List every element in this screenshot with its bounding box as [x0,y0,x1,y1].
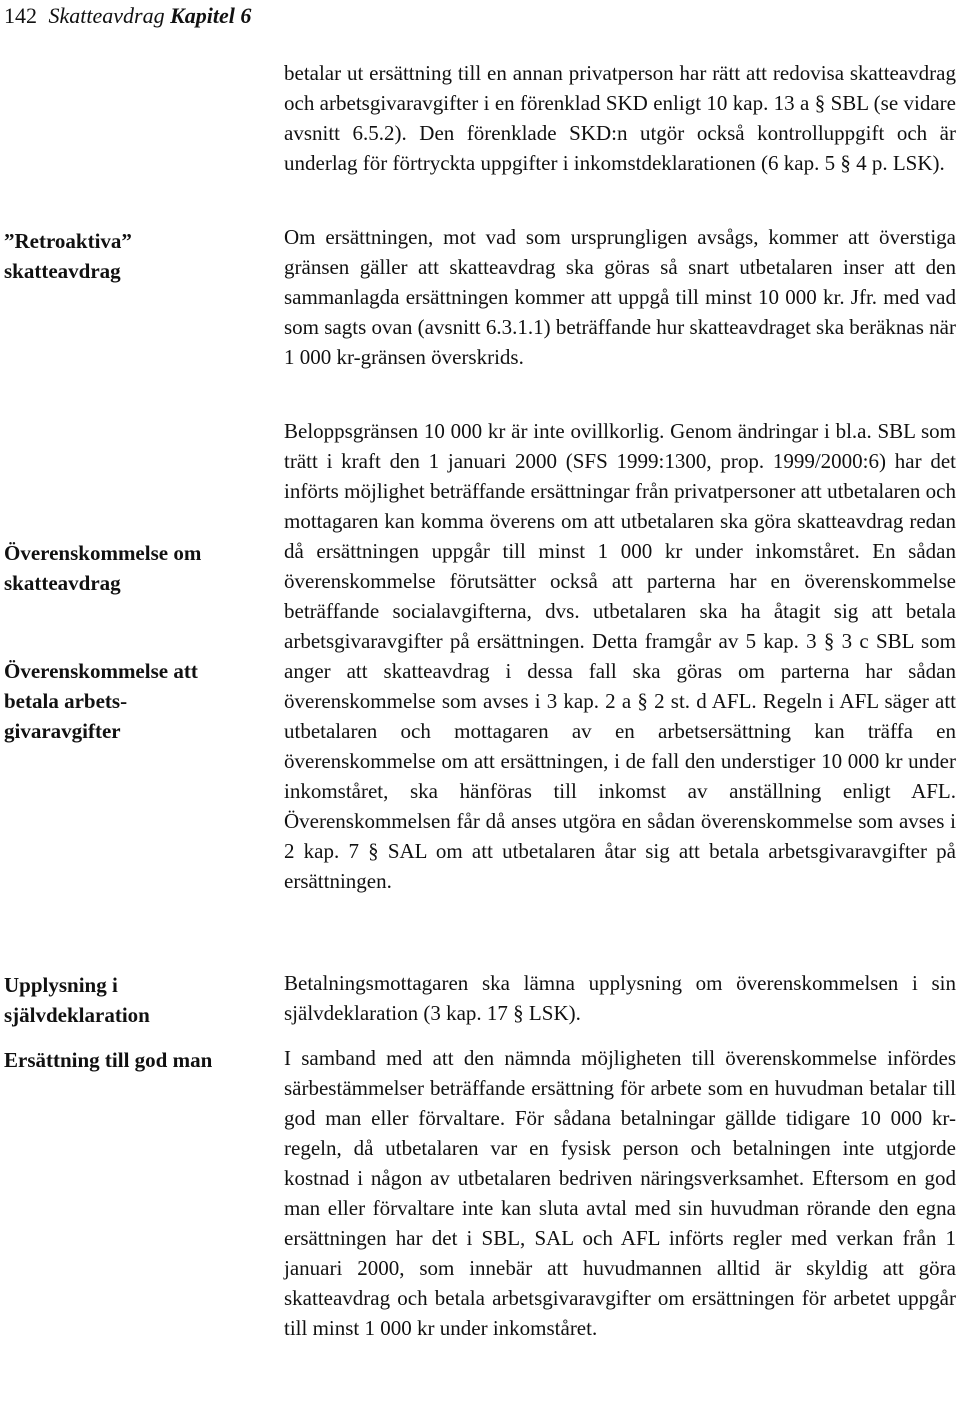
paragraph-5: I samband med att den nämnda möjligheten till överenskommelse infördes särbestämmelser beträffande ersättning för arbete som en huvudman betalar till god man eller förvaltare. För sådana betalningar gällde tidigare 10 000 kr-regeln, då utbetalaren var en fysisk person och betalningen inte utgjorde kostnad i någon av utbetalaren bedriven näringsverksamhet. Eftersom en god man eller förvaltare inte kan sluta avtal med sin huvudman rörande den egna ersättningen har det i SBL, SAL och AFL införts regler med verkan från 1 januari 2000, som innebär att huvudmannen alltid är skyldig att göra skatteavdrag och betala arbetsgivaravgifter om ersättningen för arbetet uppgår till minst 1 000 kr under inkomståret. [284,1046,956,1340]
page-header [4,2,251,30]
running-title: Skatteavdrag [48,3,165,28]
margin-note-ersattning-god-man: Ersättning till god man [4,1048,213,1072]
margin-note-overenskommelse-arbetsgivaravgifter: Överenskommelse att betala arbets-givaravgifter [4,659,198,743]
margin-note-retroaktiva: ”Retroaktiva” skatteavdrag [4,229,132,283]
paragraph-2: Om ersättningen, mot vad som ursprungligen avsågs, kommer att överstiga gränsen gäller att skatteavdrag ska göras så snart utbetalaren inser att den sammanlagda ersättningen kommer att uppgå till minst 10 000 kr. Jfr. med vad som sagts ovan (avsnitt 6.3.1.1) beträffande hur skatteavdraget ska beräknas när 1 000 kr-gränsen överskrids. [284,225,956,369]
paragraph-4: Betalningsmottagaren ska lämna upplysning om överenskommelsen i sin självdeklaration (3 kap. 17 § LSK). [284,971,956,1025]
margin-note-upplysning: Upplysning i självdeklaration [4,973,150,1027]
page-number: 142 [4,3,37,28]
chapter-label: Kapitel 6 [170,3,252,28]
paragraph-3: Beloppsgränsen 10 000 kr är inte ovillkorlig. Genom ändringar i bl.a. SBL som trätt i kraft den 1 januari 2000 (SFS 1999:1300, prop. 1999/2000:6) har det införts möjlighet beträffande ersättningar från privatpersoner att utbetalaren och mottagaren kan komma överens om att utbetalaren ska göra skatteavdrag redan då ersättningen uppgår till minst 1 000 kr under inkomståret. En sådan överenskommelse förutsätter också att parterna har en överenskommelse beträffande socialavgifterna, dvs. utbetalaren ska ha åtagit sig att betala arbetsgivaravgifter på ersättningen. Detta framgår av 5 kap. 3 § 3 c SBL som anger att skatteavdrag i dessa fall ska göras om parterna har sådan överenskommelse som avses i 3 kap. 2 a § 2 st. d AFL. Regeln i AFL säger att utbetalaren och mottagaren av en arbetsersättning kan träffa en överenskommelse om att ersättningen, i de fall den understiger 10 000 kr under inkomståret, ska hänföras till inkomst av anställning enligt AFL. Överenskommelsen får då anses utgöra en sådan överenskommelse som avses i 2 kap. 7 § SAL om att utbetalaren åtar sig att betala arbetsgivaravgifter på ersättningen. [284,419,956,893]
paragraph-1: betalar ut ersättning till en annan privatperson har rätt att redovisa skatteavdrag och arbetsgivaravgifter i en förenklad SKD enligt 10 kap. 13 a § SBL (se vidare avsnitt 6.5.2). Den förenklade SKD:n utgör också kontrolluppgift och är underlag för förtryckta uppgifter i inkomstdeklarationen (6 kap. 5 § 4 p. LSK). [284,61,956,175]
margin-note-overenskommelse-skatteavdrag: Överenskommelse om skatteavdrag [4,541,202,595]
